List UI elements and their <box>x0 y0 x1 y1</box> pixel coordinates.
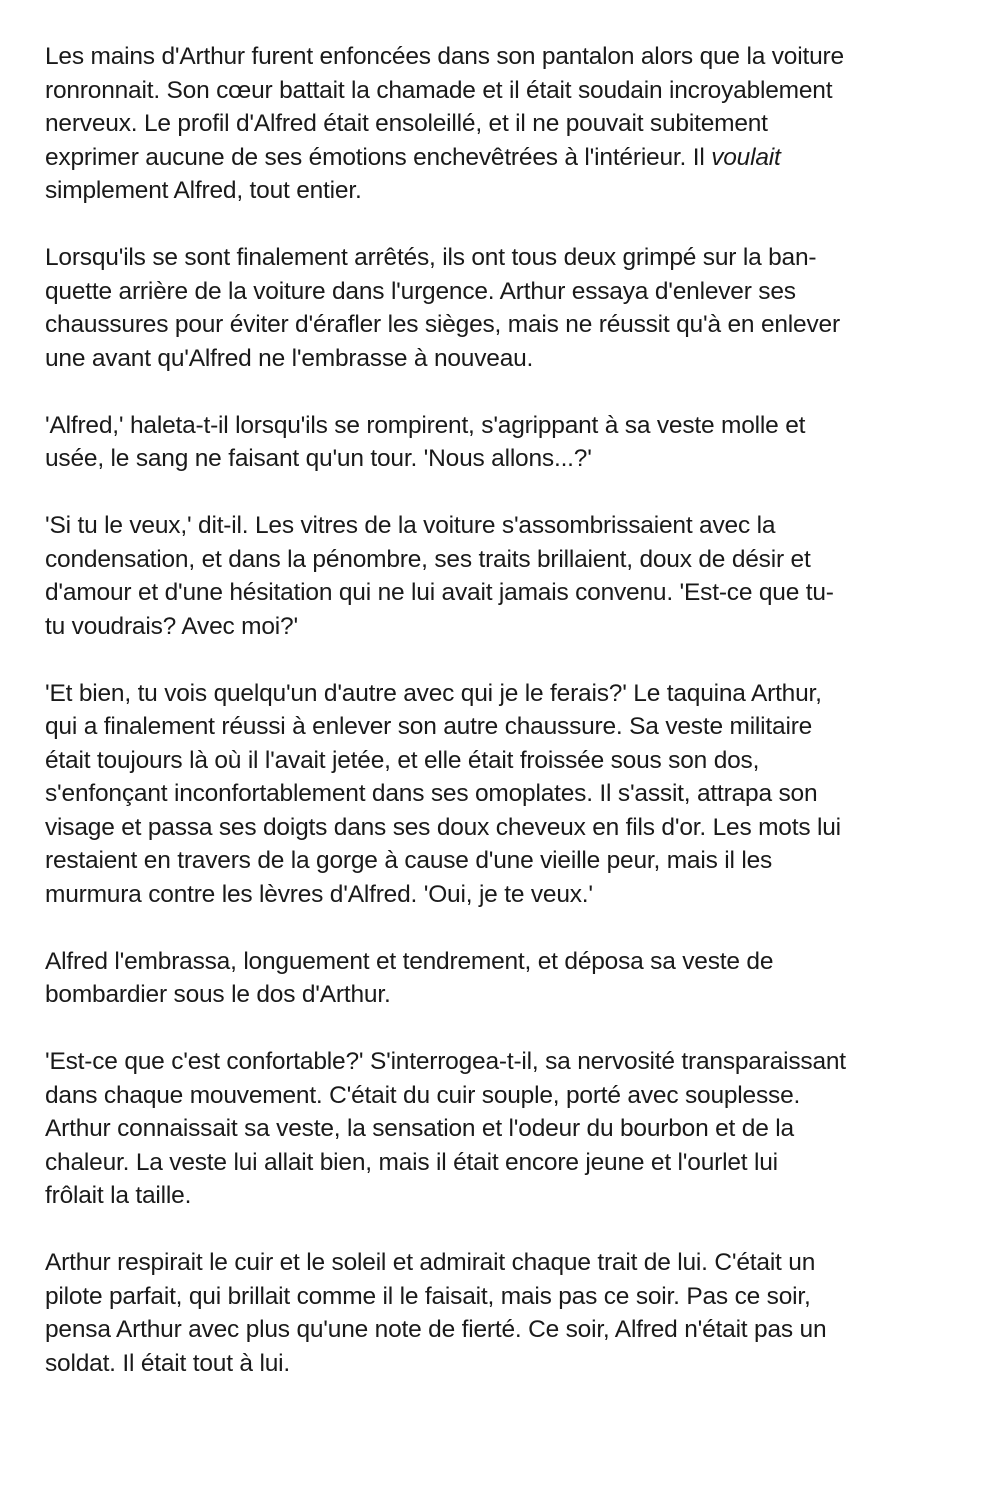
text-line: pilote parfait, qui brillait comme il le faisait, mais pas ce soir. Pas ce soir, <box>45 1282 811 1310</box>
text-line: Alfred l'embrassa, longuement et tendrement, et déposa sa veste de <box>45 947 774 975</box>
text-line: quette arrière de la voiture dans l'urgence. Arthur essaya d'enlever ses <box>45 277 796 305</box>
text-line-with-emphasis <box>45 141 965 175</box>
text-line: chaussures pour éviter d'érafler les sièges, mais ne réussit qu'à en enlever <box>45 311 840 338</box>
document-page <box>45 40 965 1414</box>
emphasized-word: voulait <box>711 143 781 171</box>
text-line: usée, le sang ne faisant qu'un tour. 'Nous allons...?' <box>45 445 592 472</box>
paragraph-2 <box>45 241 965 375</box>
text-line: qui a finalement réussi à enlever son autre chaussure. Sa veste militaire <box>45 713 813 740</box>
paragraph-3 <box>45 409 965 476</box>
text-line: 'Et bien, tu vois quelqu'un d'autre avec qui je le ferais?' Le taquina Arthur, <box>45 679 822 707</box>
text-line: simplement Alfred, tout entier. <box>45 177 362 204</box>
text-line: Les mains d'Arthur furent enfoncées dans son pantalon alors que la voiture <box>45 43 844 70</box>
paragraph-7 <box>45 1045 965 1213</box>
text-line: était toujours là où il l'avait jetée, et elle était froissée sous son dos, <box>45 746 760 774</box>
text-line: pensa Arthur avec plus qu'une note de fierté. Ce soir, Alfred n'était pas un <box>45 1316 827 1343</box>
text-segment: exprimer aucune de ses émotions enchevêtrées à l'intérieur. Il <box>45 143 712 171</box>
text-line: bombardier sous le dos d'Arthur. <box>45 981 391 1008</box>
text-line: dans chaque mouvement. C'était du cuir souple, porté avec souplesse. <box>45 1081 801 1109</box>
text-line: murmura contre les lèvres d'Alfred. 'Oui, je te veux.' <box>45 880 593 908</box>
paragraph-4 <box>45 509 965 643</box>
paragraph-1 <box>45 40 965 208</box>
text-line: une avant qu'Alfred ne l'embrasse à nouveau. <box>45 344 534 372</box>
text-line: soldat. Il était tout à lui. <box>45 1349 290 1377</box>
text-line: s'enfonçant inconfortablement dans ses omoplates. Il s'assit, attrapa son <box>45 780 818 807</box>
text-line: condensation, et dans la pénombre, ses traits brillaient, doux de désir et <box>45 545 811 573</box>
text-line: frôlait la taille. <box>45 1182 192 1209</box>
paragraph-8 <box>45 1246 965 1380</box>
text-line: Arthur respirait le cuir et le soleil et admirait chaque trait de lui. C'était un <box>45 1249 816 1276</box>
paragraph-5 <box>45 677 965 912</box>
text-line: Arthur connaissait sa veste, la sensation et l'odeur du bourbon et de la <box>45 1115 794 1142</box>
text-line: tu voudrais? Avec moi?' <box>45 612 298 640</box>
text-line: ronronnait. Son cœur battait la chamade et il était soudain incroyablement <box>45 76 833 104</box>
paragraph-6 <box>45 945 965 1012</box>
text-line: 'Est-ce que c'est confortable?' S'interrogea-t-il, sa nervosité transparaissant <box>45 1048 846 1075</box>
text-line: 'Si tu le veux,' dit-il. Les vitres de la voiture s'assombrissaient avec la <box>45 512 776 539</box>
text-line: visage et passa ses doigts dans ses doux cheveux en fils d'or. Les mots lui <box>45 813 841 841</box>
text-line: Lorsqu'ils se sont finalement arrêtés, ils ont tous deux grimpé sur la ban- <box>45 244 817 271</box>
text-line: nerveux. Le profil d'Alfred était ensoleillé, et il ne pouvait subitement <box>45 110 768 137</box>
text-line: chaleur. La veste lui allait bien, mais il était encore jeune et l'ourlet lui <box>45 1148 778 1176</box>
text-line: d'amour et d'une hésitation qui ne lui avait jamais convenu. 'Est-ce que tu- <box>45 579 834 606</box>
text-line: 'Alfred,' haleta-t-il lorsqu'ils se rompirent, s'agrippant à sa veste molle et <box>45 411 806 439</box>
text-line: restaient en travers de la gorge à cause d'une vieille peur, mais il les <box>45 847 773 874</box>
